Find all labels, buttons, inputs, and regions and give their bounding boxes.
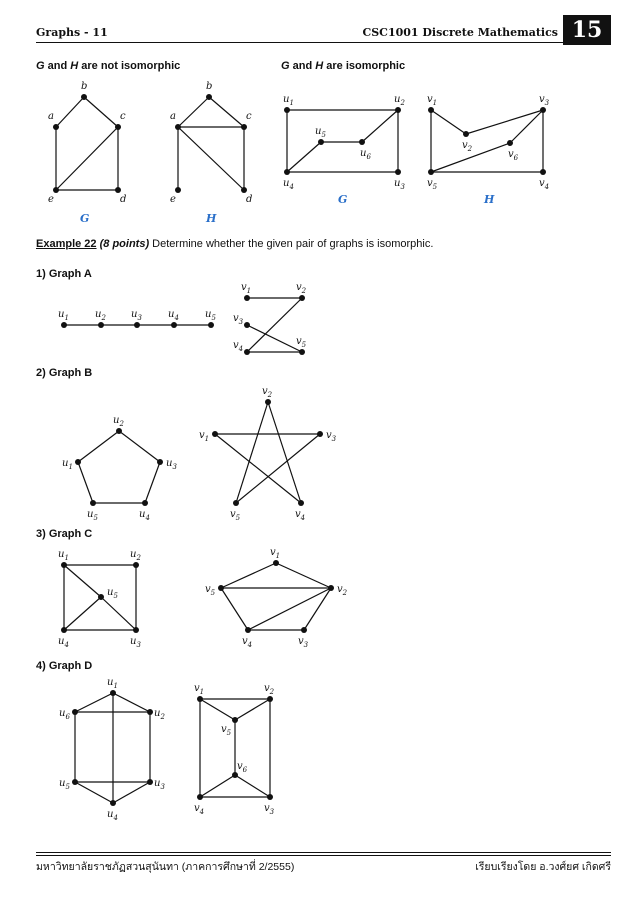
g1-vertex-d bbox=[115, 187, 121, 193]
subsection-graph-b: 2) Graph B bbox=[36, 367, 93, 379]
gg-edge-u1-u6 bbox=[75, 693, 113, 712]
ga-vertex-u1 bbox=[61, 322, 67, 328]
h1-edge-a-d bbox=[178, 127, 244, 190]
gg-label-u3: $u_3$ bbox=[154, 778, 165, 791]
ge-vertex-u1 bbox=[61, 562, 67, 568]
example-text: Determine whether the given pair of graphs is isomorphic. bbox=[149, 238, 434, 250]
gh-label-v1: $v_1$ bbox=[194, 683, 205, 696]
g2-vertex-u4 bbox=[284, 169, 290, 175]
subsection-graph-c: 3) Graph C bbox=[36, 528, 93, 540]
gb-vertex-v2 bbox=[299, 295, 305, 301]
gh-edge-v6-v3 bbox=[235, 775, 270, 797]
g2-edge-u6-u2 bbox=[362, 110, 398, 142]
gf-label-v5: $v_5$ bbox=[205, 584, 216, 597]
gd-label-v3: $v_3$ bbox=[326, 430, 337, 443]
g2-vertex-u2 bbox=[395, 107, 401, 113]
g1-edge-a-b bbox=[56, 97, 84, 127]
h2-vertex-v5 bbox=[428, 169, 434, 175]
gg-label-u4: $u_4$ bbox=[107, 809, 118, 822]
caption-isomorphic: G and H are isomorphic bbox=[281, 60, 406, 72]
header-left: Graphs - 11 bbox=[36, 26, 108, 39]
gh-edge-v1-v5 bbox=[200, 699, 235, 720]
gf-edge-v4-v2 bbox=[248, 588, 331, 630]
gc-label-u2: $u_2$ bbox=[113, 415, 124, 428]
g2-vertex-u3 bbox=[395, 169, 401, 175]
gh-label-v3: $v_3$ bbox=[264, 803, 275, 816]
g1-vertex-c bbox=[115, 124, 121, 130]
gc-label-u4: $u_4$ bbox=[139, 509, 150, 522]
g2-label-u1: $u_1$ bbox=[283, 94, 294, 107]
gg-vertex-u4 bbox=[110, 800, 116, 806]
caption-not-isomorphic: G and H are not isomorphic bbox=[36, 60, 181, 72]
graph-label-g-right: G bbox=[338, 193, 348, 206]
gb-vertex-v3 bbox=[244, 322, 250, 328]
gd-label-v4: $v_4$ bbox=[295, 509, 306, 522]
h2-label-v5: $v_5$ bbox=[427, 178, 438, 191]
gg-vertex-u6 bbox=[72, 709, 78, 715]
gh-label-v5: $v_5$ bbox=[221, 724, 232, 737]
gf-vertex-v4 bbox=[245, 627, 251, 633]
gf-label-v4: $v_4$ bbox=[242, 636, 253, 649]
gg-vertex-u5 bbox=[72, 779, 78, 785]
h2-vertex-v1 bbox=[428, 107, 434, 113]
g1-label-c: c bbox=[120, 111, 126, 122]
h1-vertex-e bbox=[175, 187, 181, 193]
gf-label-v1: $v_1$ bbox=[270, 547, 281, 560]
gh-vertex-v4 bbox=[197, 794, 203, 800]
gg-vertex-u2 bbox=[147, 709, 153, 715]
g2-label-u4: $u_4$ bbox=[283, 178, 294, 191]
gh-edge-v2-v5 bbox=[235, 699, 270, 720]
h1-vertex-d bbox=[241, 187, 247, 193]
h2-vertex-v3 bbox=[540, 107, 546, 113]
gc-vertex-u4 bbox=[142, 500, 148, 506]
gc-edge-u5-u1 bbox=[78, 462, 93, 503]
h2-label-v1: $v_1$ bbox=[427, 94, 438, 107]
g1-label-a: a bbox=[48, 111, 54, 122]
gf-edge-v1-v2 bbox=[276, 563, 331, 588]
gc-vertex-u2 bbox=[116, 428, 122, 434]
gc-label-u3: $u_3$ bbox=[166, 458, 177, 471]
gf-label-v2: $v_2$ bbox=[337, 584, 348, 597]
gd-vertex-v1 bbox=[212, 431, 218, 437]
h1-label-a: a bbox=[170, 111, 176, 122]
ge-label-u4: $u_4$ bbox=[58, 636, 69, 649]
h1-vertex-a bbox=[175, 124, 181, 130]
gb-label-v4: $v_4$ bbox=[233, 340, 244, 353]
gb-edge-v3-v5 bbox=[247, 325, 302, 352]
h2-label-v4: $v_4$ bbox=[539, 178, 550, 191]
ga-label-u2: $u_2$ bbox=[95, 309, 106, 322]
subsection-graph-d: 4) Graph D bbox=[36, 660, 93, 672]
ge-label-u5: $u_5$ bbox=[107, 587, 118, 600]
gd-edge-v2-v4 bbox=[268, 402, 301, 503]
gh-label-v6: $v_6$ bbox=[237, 761, 248, 774]
ge-vertex-u3 bbox=[133, 627, 139, 633]
g1-label-e: e bbox=[48, 194, 54, 205]
ge-edge-u1-u5 bbox=[64, 565, 101, 597]
gh-label-v2: $v_2$ bbox=[264, 683, 275, 696]
ge-label-u2: $u_2$ bbox=[130, 549, 141, 562]
gd-vertex-v4 bbox=[298, 500, 304, 506]
ge-vertex-u4 bbox=[61, 627, 67, 633]
gc-edge-u1-u2 bbox=[78, 431, 119, 462]
ge-label-u3: $u_3$ bbox=[130, 636, 141, 649]
gb-label-v5: $v_5$ bbox=[296, 336, 307, 349]
gh-label-v4: $v_4$ bbox=[194, 803, 205, 816]
g2-vertex-u5 bbox=[318, 139, 324, 145]
ge-edge-u5-u3 bbox=[101, 597, 136, 630]
gc-vertex-u1 bbox=[75, 459, 81, 465]
gb-vertex-v5 bbox=[299, 349, 305, 355]
gd-edge-v2-v5 bbox=[236, 402, 268, 503]
gd-label-v2: $v_2$ bbox=[262, 386, 273, 399]
ge-edge-u4-u5 bbox=[64, 597, 101, 630]
gh-vertex-v3 bbox=[267, 794, 273, 800]
gd-edge-v1-v4 bbox=[215, 434, 301, 503]
h2-vertex-v2 bbox=[463, 131, 469, 137]
gd-label-v1: $v_1$ bbox=[199, 430, 210, 443]
example-title: Example 22 bbox=[36, 238, 97, 250]
gc-edge-u3-u4 bbox=[145, 462, 160, 503]
graph-label-g-left: G bbox=[80, 212, 90, 225]
gb-label-v2: $v_2$ bbox=[296, 282, 307, 295]
gc-edge-u2-u3 bbox=[119, 431, 160, 462]
gb-label-v3: $v_3$ bbox=[233, 313, 244, 326]
gd-vertex-v2 bbox=[265, 399, 271, 405]
gb-label-v1: $v_1$ bbox=[241, 282, 252, 295]
h1-label-c: c bbox=[246, 111, 252, 122]
g2-vertex-u1 bbox=[284, 107, 290, 113]
ga-label-u3: $u_3$ bbox=[131, 309, 142, 322]
gf-edge-v4-v5 bbox=[221, 588, 248, 630]
gc-label-u5: $u_5$ bbox=[87, 509, 98, 522]
gd-vertex-v3 bbox=[317, 431, 323, 437]
h1-label-d: d bbox=[246, 194, 253, 205]
h1-edge-a-b bbox=[178, 97, 209, 127]
g1-edge-e-c bbox=[56, 127, 118, 190]
gh-vertex-v5 bbox=[232, 717, 238, 723]
footer-divider bbox=[36, 852, 611, 853]
h2-vertex-v4 bbox=[540, 169, 546, 175]
h1-vertex-c bbox=[241, 124, 247, 130]
gc-vertex-u5 bbox=[90, 500, 96, 506]
h2-label-v6: $v_6$ bbox=[508, 149, 519, 162]
g2-label-u5: $u_5$ bbox=[315, 126, 326, 139]
subsection-graph-a: 1) Graph A bbox=[36, 268, 92, 280]
g2-vertex-u6 bbox=[359, 139, 365, 145]
gb-vertex-v4 bbox=[244, 349, 250, 355]
gg-label-u6: $u_6$ bbox=[59, 708, 70, 721]
g1-vertex-e bbox=[53, 187, 59, 193]
g1-edge-b-c bbox=[84, 97, 118, 127]
g2-label-u6: $u_6$ bbox=[360, 148, 371, 161]
graph-label-h-left: H bbox=[206, 212, 217, 225]
g1-vertex-b bbox=[81, 94, 87, 100]
gg-edge-u1-u2 bbox=[113, 693, 150, 712]
ga-vertex-u5 bbox=[208, 322, 214, 328]
graph-label-h-right: H bbox=[484, 193, 495, 206]
footer-divider-thin bbox=[36, 855, 611, 856]
gd-edge-v3-v5 bbox=[236, 434, 320, 503]
gf-label-v3: $v_3$ bbox=[298, 636, 309, 649]
ga-label-u5: $u_5$ bbox=[205, 309, 216, 322]
h2-vertex-v6 bbox=[507, 140, 513, 146]
ga-label-u1: $u_1$ bbox=[58, 309, 69, 322]
g2-label-u2: $u_2$ bbox=[394, 94, 405, 107]
gf-vertex-v5 bbox=[218, 585, 224, 591]
h1-edge-b-c bbox=[209, 97, 244, 127]
h2-label-v2: $v_2$ bbox=[462, 140, 473, 153]
gh-vertex-v2 bbox=[267, 696, 273, 702]
example-points: (8 points) bbox=[99, 238, 150, 250]
ga-vertex-u4 bbox=[171, 322, 177, 328]
gh-vertex-v1 bbox=[197, 696, 203, 702]
gh-vertex-v6 bbox=[232, 772, 238, 778]
h1-vertex-b bbox=[206, 94, 212, 100]
gb-vertex-v1 bbox=[244, 295, 250, 301]
gg-label-u5: $u_5$ bbox=[59, 778, 70, 791]
gf-vertex-v1 bbox=[273, 560, 279, 566]
gh-edge-v6-v4 bbox=[200, 775, 235, 797]
gf-vertex-v2 bbox=[328, 585, 334, 591]
gd-vertex-v5 bbox=[233, 500, 239, 506]
ge-vertex-u2 bbox=[133, 562, 139, 568]
header-course: CSC1001 Discrete Mathematics bbox=[362, 26, 558, 39]
h2-label-v3: $v_3$ bbox=[539, 94, 550, 107]
gg-label-u1: $u_1$ bbox=[107, 677, 118, 690]
gf-edge-v5-v1 bbox=[221, 563, 276, 588]
gc-vertex-u3 bbox=[157, 459, 163, 465]
gg-edge-u3-u4 bbox=[113, 782, 150, 803]
g2-label-u3: $u_3$ bbox=[394, 178, 405, 191]
ga-label-u4: $u_4$ bbox=[168, 309, 179, 322]
h1-label-e: e bbox=[170, 194, 176, 205]
ga-vertex-u3 bbox=[134, 322, 140, 328]
gg-label-u2: $u_2$ bbox=[154, 708, 165, 721]
gg-edge-u5-u4 bbox=[75, 782, 113, 803]
footer-university: มหาวิทยาลัยราชภัฏสวนสุนันทา (ภาคการศึกษาที่ 2/2555) bbox=[36, 861, 295, 873]
g2-edge-u4-u5 bbox=[287, 142, 321, 172]
gd-label-v5: $v_5$ bbox=[230, 509, 241, 522]
gg-vertex-u3 bbox=[147, 779, 153, 785]
gf-vertex-v3 bbox=[301, 627, 307, 633]
ge-label-u1: $u_1$ bbox=[58, 549, 69, 562]
g1-label-d: d bbox=[120, 194, 127, 205]
gb-edge-v2-v4 bbox=[247, 298, 302, 352]
gc-label-u1: $u_1$ bbox=[62, 458, 73, 471]
footer-author: เรียบเรียงโดย อ.วงศ์ยศ เกิดศรี bbox=[475, 861, 611, 873]
gg-vertex-u1 bbox=[110, 690, 116, 696]
h1-label-b: b bbox=[206, 81, 213, 92]
g1-vertex-a bbox=[53, 124, 59, 130]
h2-edge-v1-v2 bbox=[431, 110, 466, 134]
page-number: 15 bbox=[563, 15, 611, 45]
g1-label-b: b bbox=[81, 81, 88, 92]
ga-vertex-u2 bbox=[98, 322, 104, 328]
ge-vertex-u5 bbox=[98, 594, 104, 600]
